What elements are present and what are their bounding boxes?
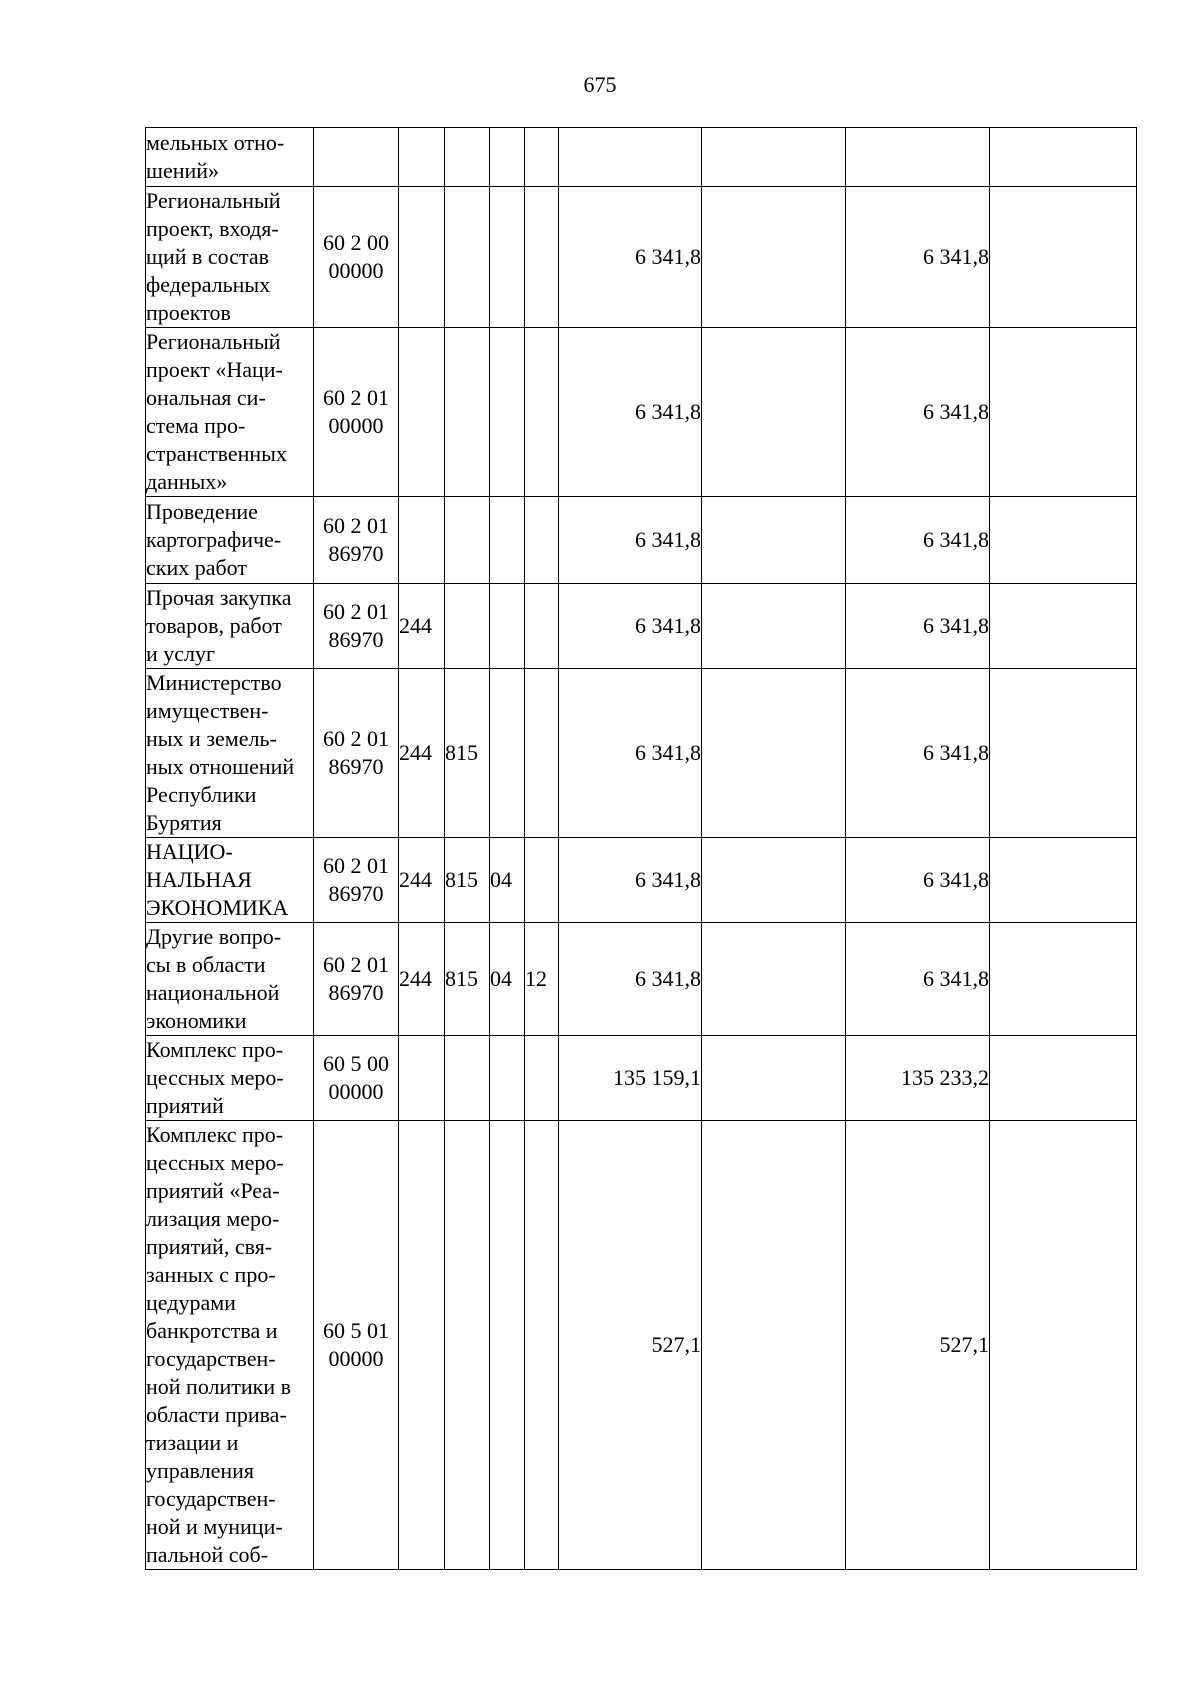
table-row: [146, 128, 1137, 187]
item-name-cell-line: проект, входя-: [146, 216, 279, 241]
expense-type-cell: [399, 497, 445, 584]
table-body: [146, 128, 1137, 1570]
target-code-cell: [314, 669, 399, 838]
item-name-cell: [146, 584, 314, 669]
amount-cell-1: 6 341,8: [559, 669, 702, 838]
item-name-cell-line: Комплекс про-: [146, 1122, 284, 1147]
amount-cell-4: [990, 669, 1137, 838]
item-name-cell-line: пальной соб-: [146, 1542, 269, 1567]
amount-cell-4: [990, 584, 1137, 669]
section-cell: 04: [490, 923, 525, 1036]
amount-cell-1: 527,1: [559, 1121, 702, 1570]
table-row: [146, 584, 1137, 669]
item-name-cell-line: занных с про-: [146, 1262, 276, 1287]
amount-cell-4: [990, 1121, 1137, 1570]
item-name-cell-line: ских работ: [146, 555, 248, 580]
item-name-cell-line: товаров, работ: [146, 613, 282, 638]
item-name-cell-line: ной политики в: [146, 1374, 292, 1399]
amount-cell-3: 6 341,8: [846, 584, 990, 669]
ministry-code-cell: [445, 128, 490, 187]
item-name-cell-line: банкротства и: [146, 1318, 278, 1343]
item-name-cell-line: сы в области: [146, 952, 266, 977]
amount-cell-2: [702, 1121, 846, 1570]
amount-cell-2: [702, 128, 846, 187]
amount-cell-4: [990, 497, 1137, 584]
amount-cell-1: [559, 128, 702, 187]
ministry-code-cell: [445, 1121, 490, 1570]
item-name-cell-line: национальной: [146, 980, 280, 1005]
section-cell: [490, 1121, 525, 1570]
amount-cell-1: 135 159,1: [559, 1036, 702, 1121]
ministry-code-cell: [445, 1036, 490, 1121]
amount-cell-1: 6 341,8: [559, 328, 702, 497]
target-code-cell-line: 60 5 00: [323, 1051, 389, 1076]
subsection-cell: [525, 328, 559, 497]
item-name-cell: [146, 497, 314, 584]
item-name-cell-line: Другие вопро-: [146, 924, 282, 949]
subsection-cell: [525, 584, 559, 669]
item-name-cell-line: НАЛЬНАЯ: [146, 867, 252, 892]
amount-cell-2: [702, 923, 846, 1036]
expense-type-cell: [399, 1121, 445, 1570]
item-name-cell-line: Бурятия: [146, 810, 222, 835]
amount-cell-3: [846, 128, 990, 187]
amount-cell-1: 6 341,8: [559, 838, 702, 923]
amount-cell-2: [702, 187, 846, 328]
expense-type-cell: 244: [399, 584, 445, 669]
target-code-cell-line: 60 2 01: [323, 599, 389, 624]
target-code-cell-line: 00000: [328, 258, 384, 283]
item-name-cell-line: цессных меро-: [146, 1065, 284, 1090]
ministry-code-cell: 815: [445, 838, 490, 923]
item-name-cell: [146, 328, 314, 497]
section-cell: [490, 1036, 525, 1121]
item-name-cell: [146, 128, 314, 187]
item-name-cell-line: ЭКОНОМИКА: [146, 895, 289, 920]
subsection-cell: [525, 187, 559, 328]
target-code-cell: [314, 497, 399, 584]
item-name-cell-line: управления: [146, 1458, 255, 1483]
item-name-cell: [146, 187, 314, 328]
table-row: [146, 497, 1137, 584]
item-name-cell-line: приятий, свя-: [146, 1234, 273, 1259]
table-row: [146, 923, 1137, 1036]
subsection-cell: [525, 1121, 559, 1570]
item-name-cell-line: стема про-: [146, 413, 246, 438]
subsection-cell: [525, 128, 559, 187]
item-name-cell-line: ональная си-: [146, 385, 266, 410]
item-name-cell-line: ных и земель-: [146, 726, 277, 751]
target-code-cell-line: 86970: [328, 627, 384, 652]
target-code-cell-line: 86970: [328, 541, 384, 566]
target-code-cell: [314, 838, 399, 923]
target-code-cell: [314, 923, 399, 1036]
item-name-cell-line: приятий «Реа-: [146, 1178, 280, 1203]
amount-cell-2: [702, 838, 846, 923]
amount-cell-3: 6 341,8: [846, 838, 990, 923]
item-name-cell-line: федеральных: [146, 272, 271, 297]
item-name-cell-line: мельных отно-: [146, 130, 285, 155]
item-name-cell-line: НАЦИО-: [146, 839, 233, 864]
table-row: [146, 669, 1137, 838]
amount-cell-4: [990, 838, 1137, 923]
amount-cell-2: [702, 584, 846, 669]
target-code-cell: [314, 584, 399, 669]
target-code-cell-line: 60 5 01: [323, 1318, 389, 1343]
amount-cell-3: 6 341,8: [846, 669, 990, 838]
item-name-cell-line: приятий: [146, 1093, 224, 1118]
target-code-cell-line: 60 2 01: [323, 952, 389, 977]
item-name-cell-line: Региональный: [146, 188, 281, 213]
table-row: [146, 1036, 1137, 1121]
amount-cell-1: 6 341,8: [559, 497, 702, 584]
subsection-cell: 12: [525, 923, 559, 1036]
item-name-cell-line: ных отношений: [146, 754, 295, 779]
expense-type-cell: [399, 328, 445, 497]
expense-type-cell: 244: [399, 838, 445, 923]
item-name-cell-line: Министерство: [146, 670, 282, 695]
subsection-cell: [525, 838, 559, 923]
item-name-cell-line: тизации и: [146, 1430, 239, 1455]
amount-cell-2: [702, 1036, 846, 1121]
target-code-cell-line: 00000: [328, 413, 384, 438]
budget-table: [145, 127, 1137, 1570]
item-name-cell-line: имуществен-: [146, 698, 269, 723]
section-cell: [490, 584, 525, 669]
expense-type-cell: [399, 187, 445, 328]
item-name-cell-line: экономики: [146, 1008, 247, 1033]
table-row: [146, 328, 1137, 497]
item-name-cell: [146, 1121, 314, 1570]
item-name-cell-line: шений»: [146, 158, 220, 183]
target-code-cell-line: 00000: [328, 1346, 384, 1371]
amount-cell-3: 527,1: [846, 1121, 990, 1570]
subsection-cell: [525, 497, 559, 584]
item-name-cell-line: государствен-: [146, 1346, 276, 1371]
target-code-cell-line: 00000: [328, 1079, 384, 1104]
item-name-cell-line: проект «Наци-: [146, 357, 283, 382]
target-code-cell: [314, 328, 399, 497]
amount-cell-3: 6 341,8: [846, 328, 990, 497]
target-code-cell-line: 86970: [328, 754, 384, 779]
target-code-cell-line: 60 2 01: [323, 385, 389, 410]
item-name-cell: [146, 838, 314, 923]
section-cell: [490, 669, 525, 838]
item-name-cell-line: и услуг: [146, 641, 216, 666]
section-cell: [490, 497, 525, 584]
page-number: 675: [583, 72, 617, 97]
ministry-code-cell: 815: [445, 669, 490, 838]
table-row: [146, 1121, 1137, 1570]
target-code-cell-line: 86970: [328, 980, 384, 1005]
table-row: [146, 838, 1137, 923]
item-name-cell-line: ной и муници-: [146, 1514, 283, 1539]
amount-cell-4: [990, 187, 1137, 328]
item-name-cell-line: цедурами: [146, 1290, 236, 1315]
amount-cell-1: 6 341,8: [559, 923, 702, 1036]
ministry-code-cell: 815: [445, 923, 490, 1036]
amount-cell-1: 6 341,8: [559, 584, 702, 669]
subsection-cell: [525, 669, 559, 838]
amount-cell-2: [702, 328, 846, 497]
expense-type-cell: [399, 1036, 445, 1121]
target-code-cell-line: 60 2 00: [323, 230, 389, 255]
target-code-cell: [314, 187, 399, 328]
item-name-cell-line: Республики: [146, 782, 257, 807]
item-name-cell-line: Прочая закупка: [146, 585, 292, 610]
section-cell: 04: [490, 838, 525, 923]
target-code-cell-line: 60 2 01: [323, 853, 389, 878]
table-row: [146, 187, 1137, 328]
target-code-cell: [314, 1121, 399, 1570]
amount-cell-4: [990, 128, 1137, 187]
item-name-cell-line: странственных: [146, 441, 287, 466]
amount-cell-4: [990, 1036, 1137, 1121]
ministry-code-cell: [445, 187, 490, 328]
item-name-cell-line: щий в состав: [146, 244, 269, 269]
item-name-cell-line: Региональный: [146, 329, 281, 354]
item-name-cell-line: области прива-: [146, 1402, 287, 1427]
item-name-cell-line: Комплекс про-: [146, 1037, 284, 1062]
item-name-cell-line: Проведение: [146, 499, 258, 524]
expense-type-cell: 244: [399, 669, 445, 838]
amount-cell-3: 6 341,8: [846, 187, 990, 328]
amount-cell-3: 6 341,8: [846, 923, 990, 1036]
item-name-cell-line: цессных меро-: [146, 1150, 284, 1175]
amount-cell-3: 135 233,2: [846, 1036, 990, 1121]
ministry-code-cell: [445, 328, 490, 497]
expense-type-cell: 244: [399, 923, 445, 1036]
amount-cell-2: [702, 669, 846, 838]
expense-type-cell: [399, 128, 445, 187]
item-name-cell-line: проектов: [146, 300, 231, 325]
item-name-cell: [146, 923, 314, 1036]
amount-cell-1: 6 341,8: [559, 187, 702, 328]
item-name-cell-line: государствен-: [146, 1486, 276, 1511]
target-code-cell-line: 60 2 01: [323, 726, 389, 751]
ministry-code-cell: [445, 497, 490, 584]
amount-cell-4: [990, 328, 1137, 497]
item-name-cell-line: лизация меро-: [146, 1206, 280, 1231]
item-name-cell-line: данных»: [146, 469, 228, 494]
section-cell: [490, 328, 525, 497]
target-code-cell-line: 60 2 01: [323, 513, 389, 538]
item-name-cell: [146, 669, 314, 838]
ministry-code-cell: [445, 584, 490, 669]
section-cell: [490, 128, 525, 187]
target-code-cell: [314, 1036, 399, 1121]
target-code-cell-line: 86970: [328, 881, 384, 906]
target-code-cell: [314, 128, 399, 187]
subsection-cell: [525, 1036, 559, 1121]
amount-cell-4: [990, 923, 1137, 1036]
item-name-cell-line: картографиче-: [146, 527, 282, 552]
amount-cell-3: 6 341,8: [846, 497, 990, 584]
amount-cell-2: [702, 497, 846, 584]
section-cell: [490, 187, 525, 328]
item-name-cell: [146, 1036, 314, 1121]
